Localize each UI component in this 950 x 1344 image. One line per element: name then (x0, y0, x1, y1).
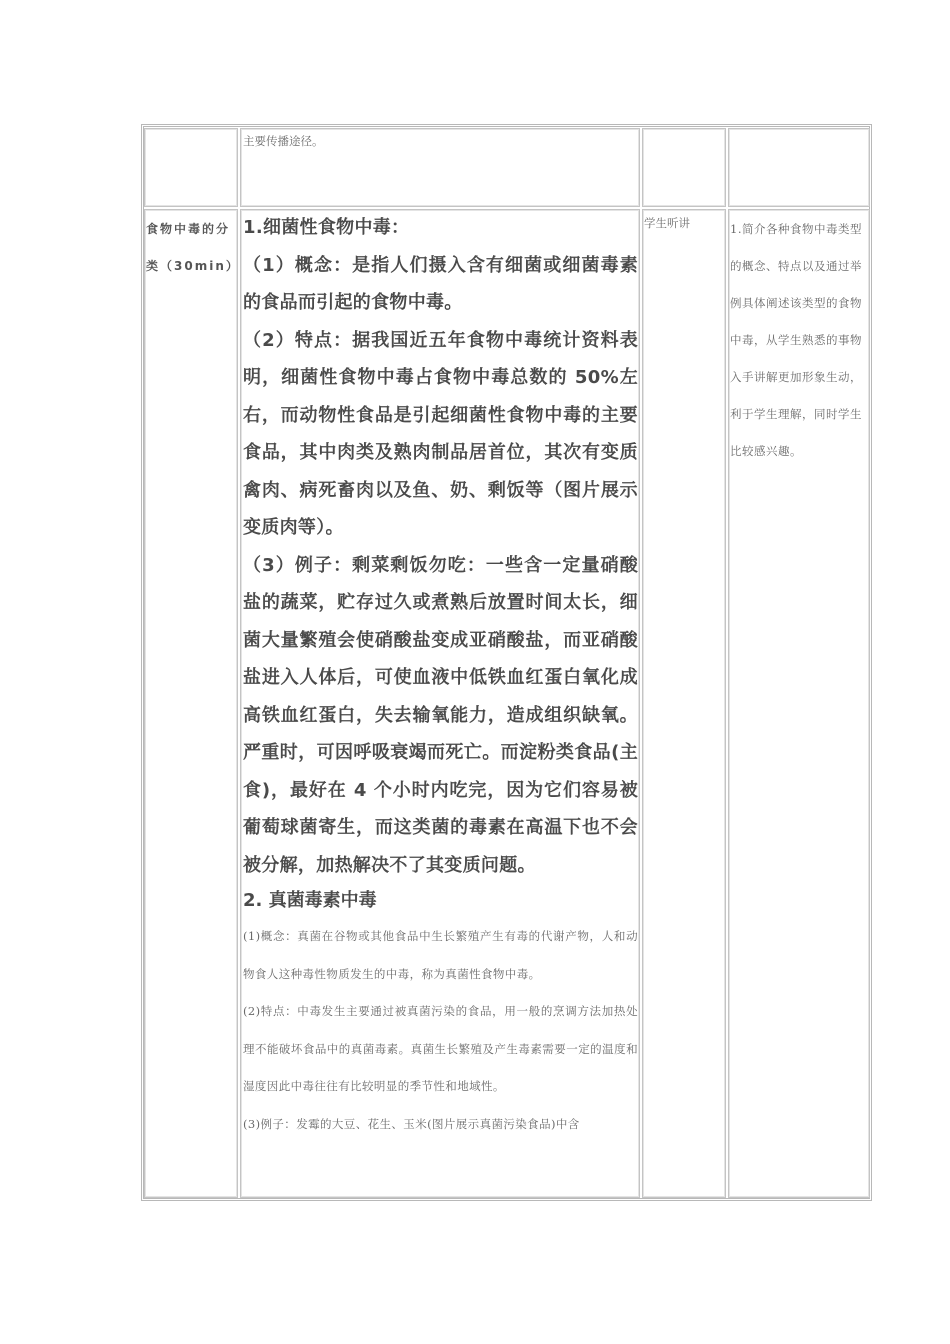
section-label: 食物中毒的分类（30min） (146, 222, 240, 273)
section1-concept: （1）概念：是指人们摄入含有细菌或细菌毒素的食品而引起的食物中毒。 (243, 254, 638, 313)
table-cell-r1-c4 (728, 128, 870, 207)
section2-feature: (2)特点：中毒发生主要通过被真菌污染的食品，用一般的烹调方法加热处理不能破坏食品中的真菌毒素。真菌生长繁殖及产生毒素需要一定的温度和湿度因此中毒往往有比较明显的季节性和地域性。 (243, 1004, 638, 1093)
teaching-intent-text: 1.简介各种食物中毒类型的概念、特点以及通过举例具体阐述该类型的食物中毒，从学生熟悉的事物入手讲解更加形象生动，利于学生理解，同时学生比较感兴趣。 (730, 222, 862, 458)
transmission-route-text: 主要传播途径。 (243, 134, 324, 148)
section2-concept: (1)概念：真菌在谷物或其他食品中生长繁殖产生有毒的代谢产物，人和动物食人这种毒性物质发生的中毒，称为真菌性食物中毒。 (243, 929, 638, 981)
table-cell-r2-c1 (144, 209, 238, 1198)
section1-example: （3）例子：剩菜剩饭勿吃：一些含一定量硝酸盐的蔬菜，贮存过久或煮熟后放置时间太长，细菌大量繁殖会使硝酸盐变成亚硝酸盐，而亚硝酸盐进入人体后，可使血液中低铁血红蛋白氧化成高铁血红蛋白，失去输氧能力，造成组织缺氧。严重时，可因呼吸衰竭而死亡。而淀粉类食品(主食)，最好在 4 个小时内吃完，因为它们容易被葡萄球菌寄生，而这类菌的毒素在高温下也不会被分解，加热解决不了其变质问题。 (243, 554, 638, 876)
table-cell-r1-c3 (642, 128, 726, 207)
section1-feature: （2）特点：据我国近五年食物中毒统计资料表明，细菌性食物中毒占食物中毒总数的 50%左右，而动物性食品是引起细菌性食物中毒的主要食品，其中肉类及熟肉制品居首位，其次有变质禽肉、病死畜肉以及鱼、奶、剩饭等（图片展示变质肉等）。 (243, 329, 638, 538)
student-activity-text: 学生听讲 (644, 216, 690, 230)
table-cell-r1-c1 (144, 128, 238, 207)
bacterial-poisoning-block (243, 209, 638, 884)
section2-example: (3)例子：发霉的大豆、花生、玉米(图片展示真菌污染食品)中含 (243, 1116, 580, 1131)
section2-title: 2. 真菌毒素中毒 (243, 890, 377, 911)
main-content (243, 209, 638, 1143)
table-cell-r2-c3 (642, 209, 726, 1198)
section1-title: 1.细菌性食物中毒： (243, 217, 410, 238)
